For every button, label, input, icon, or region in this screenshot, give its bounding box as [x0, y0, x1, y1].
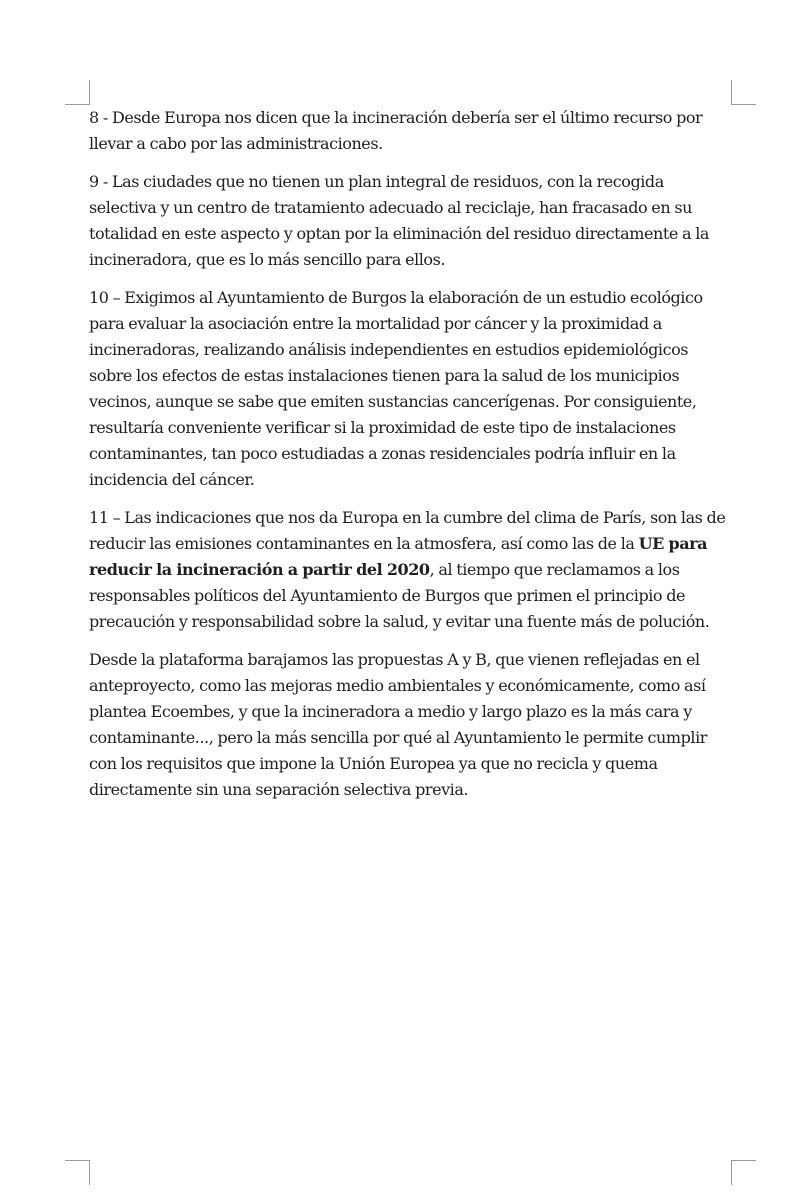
paragraph-11-bold-text: UE para reducir la incineración a partir del 2020 — [89, 534, 708, 579]
paragraph-11 — [89, 505, 729, 635]
crop-mark-top-left — [65, 80, 90, 105]
paragraph-8: 8 - Desde Europa nos dicen que la incineración debería ser el último recurso por llevar a cabo por las administraciones. — [89, 108, 703, 153]
crop-mark-bottom-right — [731, 1160, 756, 1185]
document-body — [89, 105, 729, 815]
paragraph-closing: Desde la plataforma barajamos las propuestas A y B, que vienen reflejadas en el anteproyecto, como las mejoras medio ambientales y económicamente, como así plantea Ecoembes, y que la incineradora a medio y largo plazo es la más cara y contaminante..., pero la más sencilla por qué al Ayuntamiento le permite cumplir con los requisitos que impone la Unión Europea ya que no recicla y quema directamente sin una separación selectiva previa. — [89, 650, 707, 799]
paragraph-9: 9 - Las ciudades que no tienen un plan integral de residuos, con la recogida selectiva y un centro de tratamiento adecuado al reciclaje, han fracasado en su totalidad en este aspecto y optan por la eliminación del residuo directamente a la incineradora, que es lo más sencillo para ellos. — [89, 172, 709, 269]
crop-mark-bottom-left — [65, 1160, 90, 1185]
paragraph-10: 10 – Exigimos al Ayuntamiento de Burgos la elaboración de un estudio ecológico para evaluar la asociación entre la mortalidad por cáncer y la proximidad a incineradoras, realizando análisis independientes en estudios epidemiológicos sobre los efectos de estas instalaciones tienen para la salud de los municipios vecinos, aunque se sabe que emiten sustancias cancerígenas. Por consiguiente, resultaría conveniente verificar si la proximidad de este tipo de instalaciones contaminantes, tan poco estudiadas a zonas residenciales podría influir en la incidencia del cáncer. — [89, 288, 703, 489]
paragraph-11-text-before: 11 – Las indicaciones que nos da Europa en la cumbre del clima de París, son las de reducir las emisiones contaminantes en la atmosfera, así como las de la — [89, 508, 726, 553]
crop-mark-top-right — [731, 80, 756, 105]
paragraph-11-text-after: , al tiempo que reclamamos a los responsables políticos del Ayuntamiento de Burgos que primen el principio de precaución y responsabilidad sobre la salud, y evitar una fuente más de polución. — [89, 560, 710, 631]
